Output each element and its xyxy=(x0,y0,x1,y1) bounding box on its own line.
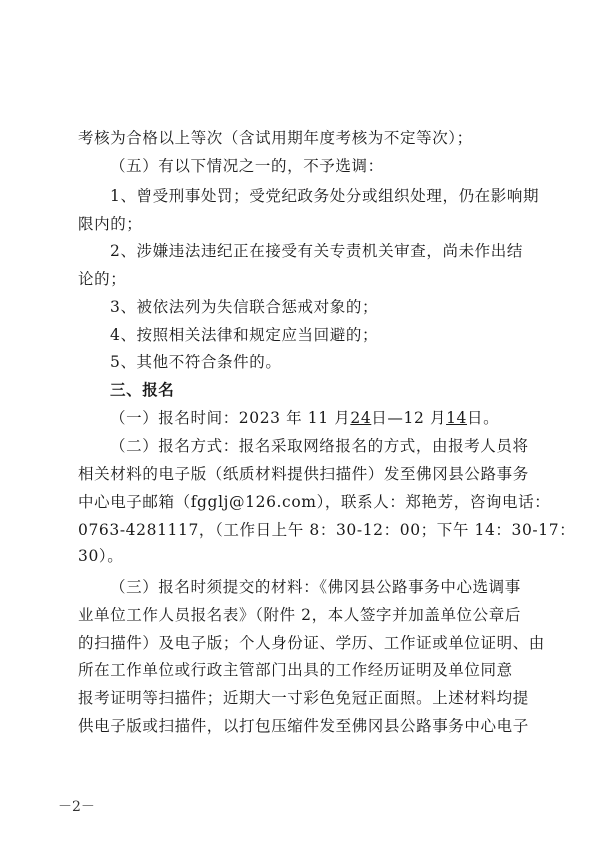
text-line: 业单位工作人员报名表》（附件 2，本人签字并加盖单位公章后 xyxy=(78,606,521,624)
text-line: 所在工作单位或行政主管部门出具的工作经历证明及单位同意 xyxy=(78,661,513,679)
text-segment: 日。 xyxy=(467,409,500,427)
text-line: 相关材料的电子版（纸质材料提供扫描件）发至佛冈县公路事务 xyxy=(78,465,529,483)
text-line: 限内的； xyxy=(78,215,143,233)
text-segment: （一）报名时间：2023 年 11 月 xyxy=(110,409,351,427)
section-heading: 三、报名 xyxy=(110,381,175,399)
text-line: 4、按照相关法律和规定应当回避的； xyxy=(110,326,379,344)
text-line: 3、被依法列为失信联合惩戒对象的； xyxy=(110,298,379,316)
text-line: 30）。 xyxy=(78,547,124,565)
text-line: 供电子版或扫描件，以打包压缩件发至佛冈县公路事务中心电子 xyxy=(78,717,529,735)
text-line: （五）有以下情况之一的，不予选调： xyxy=(110,157,384,175)
text-line: 的扫描件）及电子版；个人身份证、学历、工作证或单位证明、由 xyxy=(78,634,545,652)
text-line: 论的； xyxy=(78,270,127,288)
text-line: 0763-4281117，（工作日上午 8：30-12：00；下午 14：30-17： xyxy=(78,521,576,539)
text-line xyxy=(110,408,499,428)
text-line: 中心电子邮箱（fgglj@126.com），联系人：郑艳芳，咨询电话： xyxy=(78,493,551,511)
text-line: 5、其他不符合条件的。 xyxy=(110,353,282,371)
text-line: 考核为合格以上等次（含试用期年度考核为不定等次）； xyxy=(78,129,473,147)
date-start: 24 xyxy=(350,409,372,427)
text-segment: 日—12 月 xyxy=(371,409,447,427)
date-end: 14 xyxy=(446,409,467,427)
text-line: 2、涉嫌违法违纪正在接受有关专责机关审查，尚未作出结 xyxy=(110,242,523,260)
text-line: （三）报名时须提交的材料：《佛冈县公路事务中心选调事 xyxy=(110,578,521,596)
text-line: 1、曾受刑事处罚；受党纪政务处分或组织处理，仍在影响期 xyxy=(110,187,540,205)
text-line: 报考证明等扫描件；近期大一寸彩色免冠正面照。上述材料均提 xyxy=(78,689,529,707)
page-number: －2－ xyxy=(58,799,95,815)
text-line: （二）报名方式：报名采取网络报名的方式，由报考人员将 xyxy=(110,437,529,455)
